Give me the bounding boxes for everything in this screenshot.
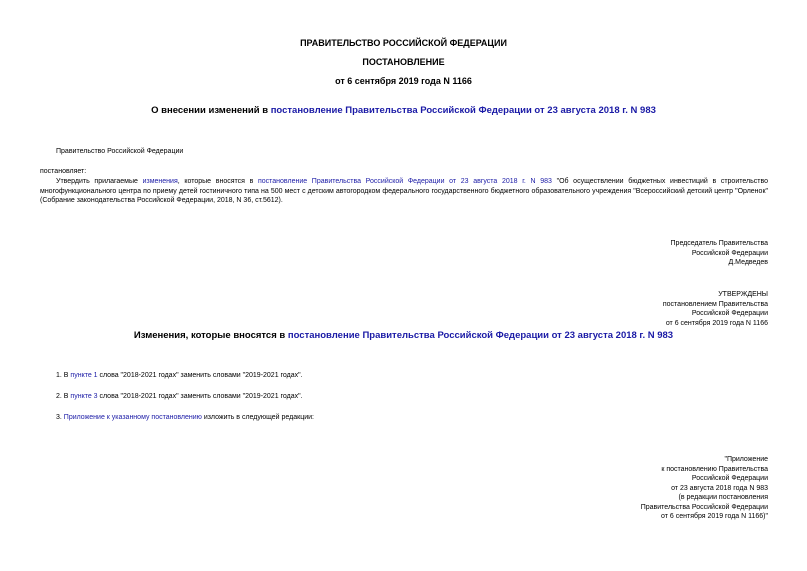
item-3-link[interactable]: Приложение к указанному постановлению [63, 414, 202, 421]
approved-line3: Российской Федерации [691, 310, 768, 317]
signature-name: Д.Медведев [728, 259, 768, 266]
appendix-block [641, 455, 768, 522]
item-1-link[interactable]: пункте 1 [70, 372, 98, 379]
appendix-line6: Правительства Российской Федерации [640, 503, 768, 511]
change-item-3-text: изложить в следующей редакции: [201, 414, 314, 421]
main-paragraph-text-c: "Об осуществлении бюджетных инвестиций в строительство многофункционального центра по приему детей гостиничного типа на 500 мест с детским автогородком федерального государственного бюджетного образовательного учреждения "Всероссийский детский центр "Орленок" (Собрание законодательства Российской Федерации, 2018, N 36, ст.5612). [40, 178, 768, 204]
change-item-1 [56, 371, 303, 380]
government-heading: ПРАВИТЕЛЬСТВО РОССИЙСКОЙ ФЕДЕРАЦИИ [300, 38, 507, 48]
main-paragraph-text-b: , которые вносятся в [177, 178, 258, 185]
appendix-line1: "Приложение [724, 456, 768, 463]
change-item-2-text: слова "2018-2021 годах" заменить словами "2019-2021 годах". [97, 393, 303, 400]
document-type-heading: ПОСТАНОВЛЕНИЕ [362, 57, 445, 67]
document-date-number: от 6 сентября 2019 года N 1166 [335, 76, 472, 86]
change-item-2 [56, 392, 303, 401]
signature-position-line2: Российской Федерации [691, 249, 768, 257]
approved-block [663, 290, 768, 328]
item-2-link[interactable]: пункте 3 [70, 393, 98, 400]
decrees-text: постановляет: [40, 168, 87, 175]
document-title [0, 105, 807, 116]
approved-line1: УТВЕРЖДЕНЫ [718, 291, 768, 298]
appendix-line5: (в редакции постановления [678, 494, 768, 501]
change-item-1-text: слова "2018-2021 годах" заменить словами "2019-2021 годах". [97, 372, 303, 379]
appendix-line2: к постановлению Правительства [661, 465, 768, 473]
signature-position-line1: Председатель Правительства [670, 240, 768, 247]
main-paragraph-text-a: Утвердить прилагаемые [56, 178, 143, 185]
approved-line2: постановлением Правительства [662, 300, 768, 308]
document-title-prefix: О внесении изменений в [151, 105, 271, 116]
title-decree-link[interactable]: постановление Правительства Российской Федерации от 23 августа 2018 г. N 983 [270, 105, 656, 116]
appendix-line7: от 6 сентября 2019 года N 1166)" [661, 513, 768, 520]
main-paragraph [40, 177, 768, 206]
changes-link[interactable]: изменения [142, 178, 178, 185]
change-item-2-num: 2. В [56, 393, 71, 400]
change-item-3 [56, 413, 314, 422]
changes-title-decree-link[interactable]: постановление Правительства Российской Федерации от 23 августа 2018 г. N 983 [287, 330, 674, 341]
approved-line4: от 6 сентября 2019 года N 1166 [665, 319, 768, 327]
signature-block [671, 239, 768, 268]
change-item-1-num: 1. В [56, 372, 71, 379]
issuer-text: Правительство Российской Федерации [56, 148, 184, 155]
changes-title [0, 330, 807, 341]
change-item-3-num: 3. [56, 414, 64, 421]
appendix-line3: Российской Федерации [691, 475, 768, 482]
decree-983-link[interactable]: постановление Правительства Российской Федерации от 23 августа 2018 г. N 983 [257, 178, 552, 185]
appendix-line4: от 23 августа 2018 года N 983 [671, 484, 768, 492]
changes-title-prefix: Изменения, которые вносятся в [133, 330, 288, 341]
